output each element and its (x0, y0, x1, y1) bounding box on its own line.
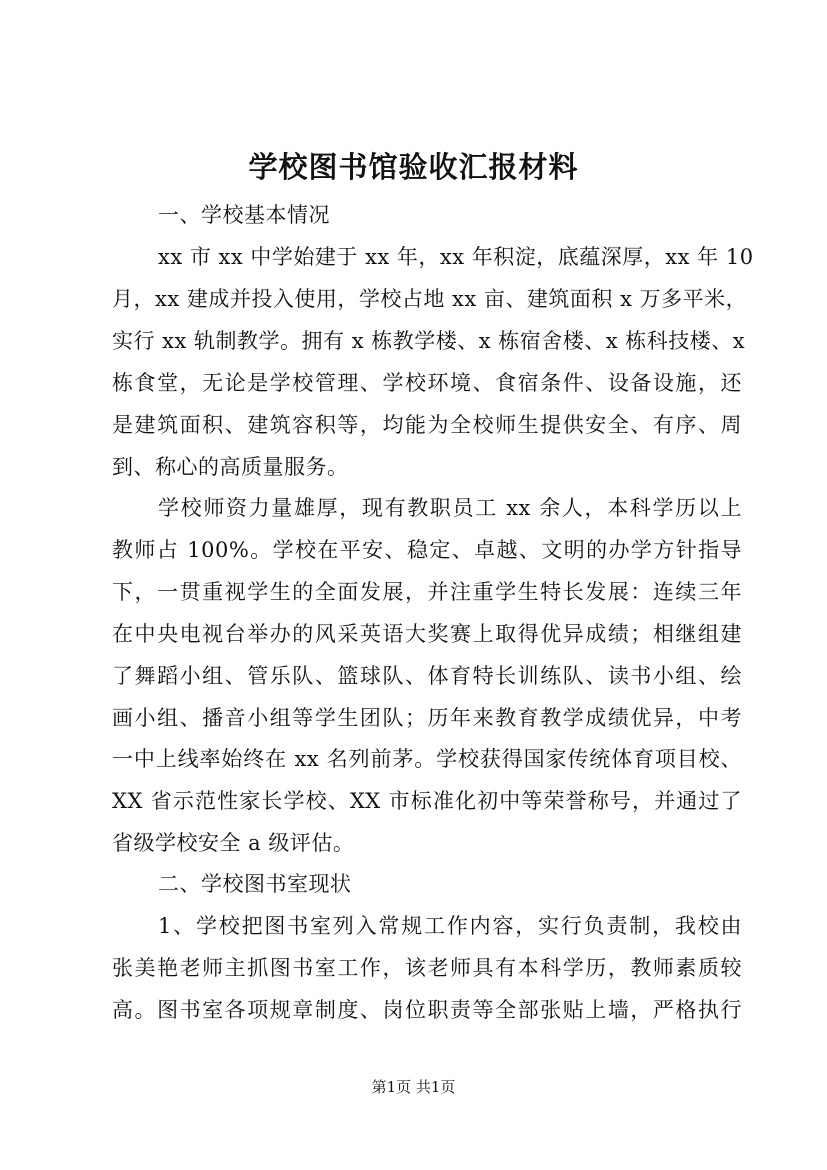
paragraph-line: 栋食堂，无论是学校管理、学校环境、食宿条件、设备设施，还 (112, 371, 742, 395)
paragraph-line: 高。图书室各项规章制度、岗位职责等全部张贴上墙，严格执行 (112, 998, 742, 1022)
paragraph-line: 实行 xx 轨制教学。拥有 x 栋教学楼、x 栋宿舍楼、x 栋科技楼、x (112, 329, 746, 353)
paragraph-line: 月，xx 建成并投入使用，学校占地 xx 亩、建筑面积 x 万多平米， (112, 287, 748, 311)
paragraph-line: 下，一贯重视学生的全面发展，并注重学生特长发展：连续三年 (112, 580, 742, 604)
paragraph-line: 画小组、播音小组等学生团队；历年来教育教学成绩优异，中考 (112, 706, 742, 730)
paragraph-line: 在中央电视台举办的风采英语大奖赛上取得优异成绩；相继组建 (112, 622, 742, 646)
paragraph-line: 省级学校安全 a 级评估。 (112, 831, 355, 855)
section-heading: 二、学校图书室现状 (158, 872, 352, 896)
paragraph-line: 了舞蹈小组、管乐队、篮球队、体育特长训练队、读书小组、绘 (112, 664, 742, 688)
paragraph-line: 教师占 100%。学校在平安、稳定、卓越、文明的办学方针指导 (112, 538, 742, 562)
paragraph-line: 是建筑面积、建筑容积等，均能为全校师生提供安全、有序、周 (112, 413, 742, 437)
paragraph-line: xx 市 xx 中学始建于 xx 年，xx 年积淀，底蕴深厚，xx 年 10 (158, 245, 754, 269)
document-title: 学校图书馆验收汇报材料 (248, 150, 579, 184)
paragraph-line: 一中上线率始终在 xx 名列前茅。学校获得国家传统体育项目校、 (112, 747, 742, 771)
section-heading: 一、学校基本情况 (158, 203, 330, 227)
page-footer: 第1页 共1页 (371, 1078, 456, 1096)
paragraph-line: XX 省示范性家长学校、XX 市标准化初中等荣誉称号，并通过了 (112, 789, 742, 813)
paragraph-line: 学校师资力量雄厚，现有教职员工 xx 余人，本科学历以上 (158, 496, 742, 520)
paragraph-line: 1、学校把图书室列入常规工作内容，实行负责制，我校由 (158, 914, 742, 938)
paragraph-line: 张美艳老师主抓图书室工作，该老师具有本科学历，教师素质较 (112, 956, 742, 980)
paragraph-line: 到、称心的高质量服务。 (112, 455, 349, 479)
